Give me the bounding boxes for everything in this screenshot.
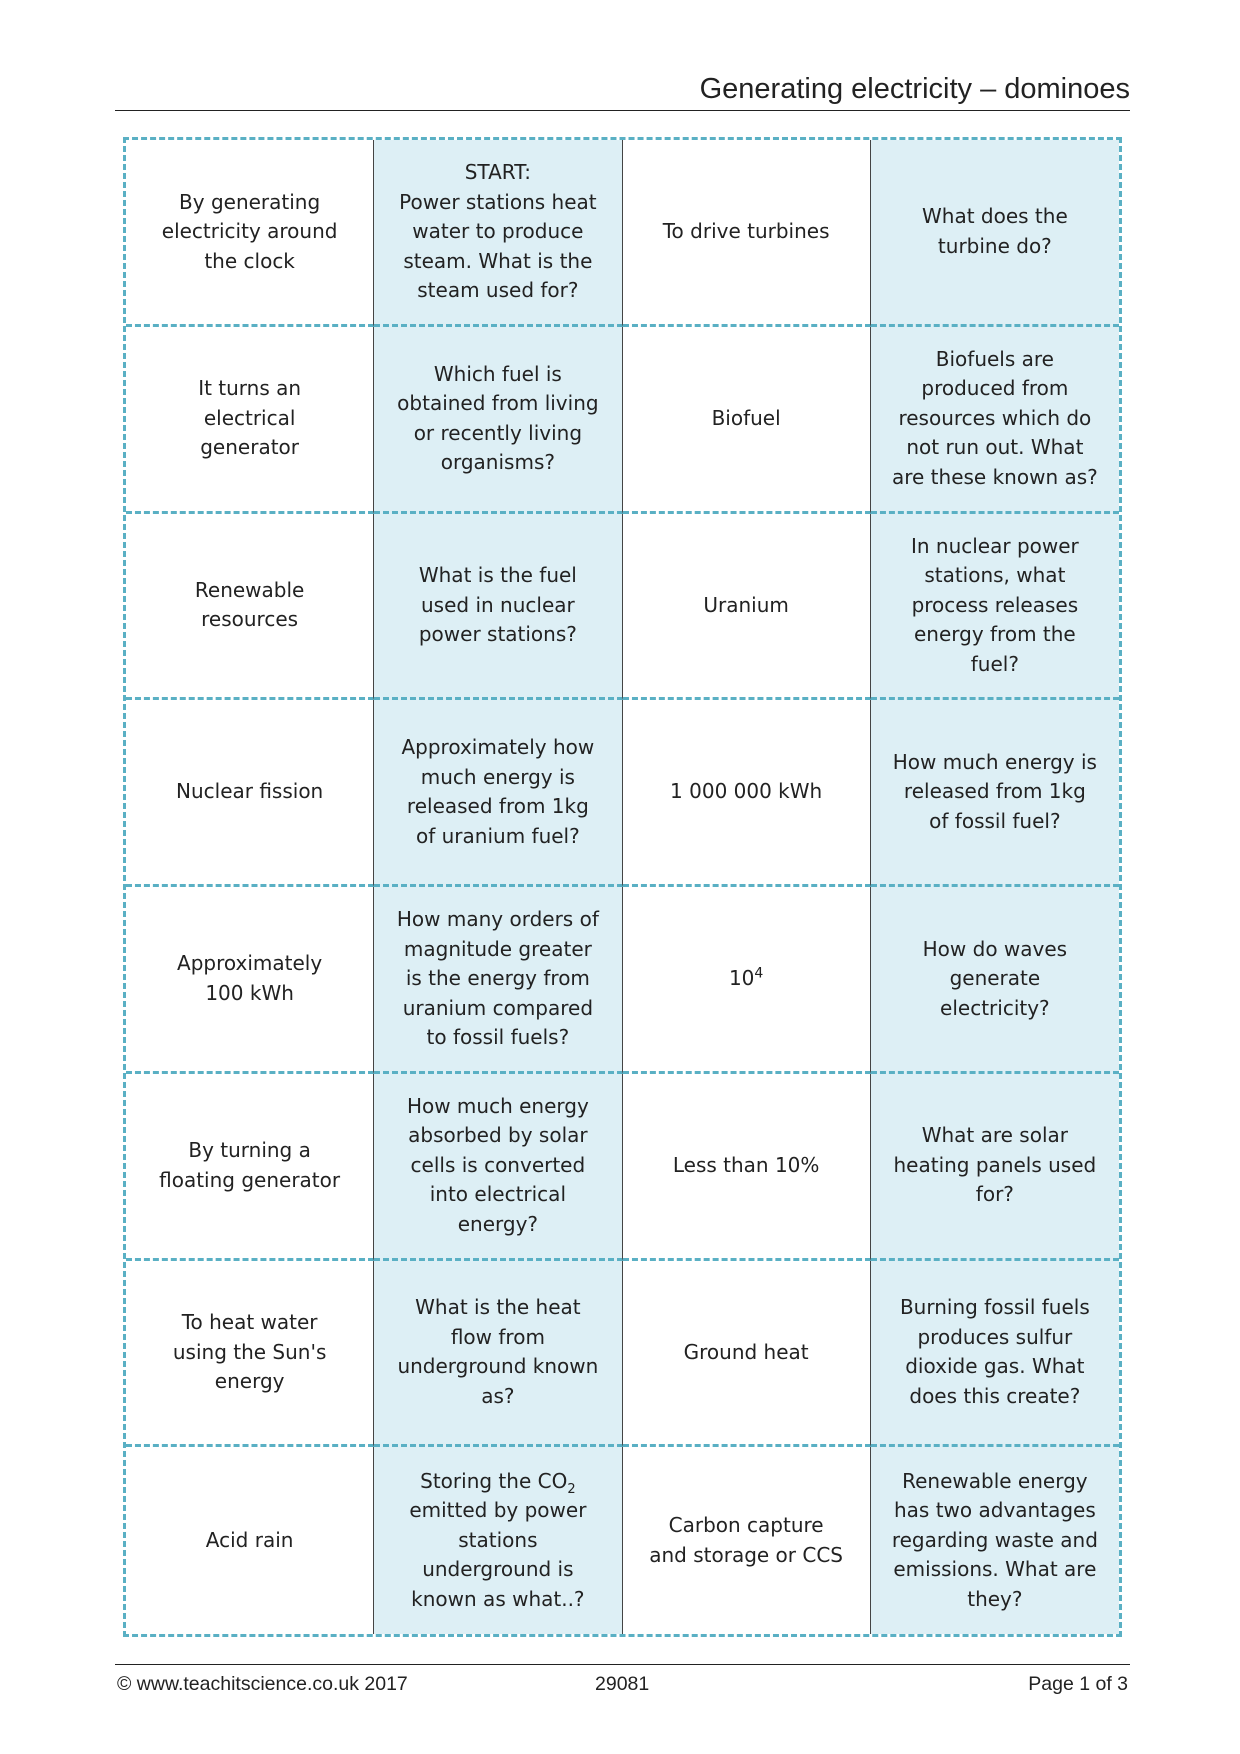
domino-question-cell [374,700,622,887]
domino-answer-cell [126,1447,374,1634]
cell-text: Approximately how much energy is released from 1kg of uranium fuel? [401,735,595,848]
domino-answer-cell-power [623,887,871,1074]
cell-text: Ground heat [683,1339,809,1364]
domino-question-cell [374,140,622,327]
cell-text: How many orders of magnitude greater is the energy from uranium compared to fossil fuels? [396,907,599,1050]
domino-answer-cell [126,514,374,701]
cell-text: By turning a floating generator [159,1138,341,1192]
domino-question-cell [374,514,622,701]
cell-text: Which fuel is obtained from living or recently living organisms? [397,361,599,475]
domino-question-cell [374,1261,622,1448]
page-footer [115,1664,1130,1695]
domino-question-cell [374,1074,622,1261]
cell-text: Renewable resources [194,577,305,632]
cell-text [729,964,763,994]
domino-answer-cell [126,700,374,887]
cell-text: How much energy is released from 1kg of fossil fuel? [892,749,1097,833]
cell-text: In nuclear power stations, what process releases energy from the fuel? [910,533,1079,676]
power-exponent: 4 [754,965,764,982]
cell-text: 1 000 000 kWh [670,779,823,804]
cell-text: To drive turbines [662,219,830,244]
domino-question-cell [871,514,1119,701]
cell-text: What does the turbine do? [922,204,1068,258]
domino-question-cell [374,887,622,1074]
co2-text-post: emitted by power stations underground is known as what..? [409,1498,587,1611]
domino-answer-cell [623,700,871,887]
domino-question-cell [871,1074,1119,1261]
cell-text: Renewable energy has two advantages regarding waste and emissions. What are they? [891,1468,1098,1611]
cell-text: To heat water using the Sun's energy [172,1310,327,1394]
domino-answer-cell [126,327,374,514]
domino-answer-cell [126,887,374,1074]
domino-question-cell [871,1261,1119,1448]
domino-question-cell-co2 [374,1447,622,1634]
cell-text: Less than 10% [672,1152,820,1177]
cell-text: Approximately 100 kWh [177,951,323,1005]
copyright-text: © www.teachitscience.co.uk 2017 [117,1673,408,1695]
power-base: 10 [728,966,755,991]
cell-text: Burning fossil fuels produces sulfur dioxide gas. What does this create? [899,1295,1090,1408]
domino-answer-cell [623,140,871,327]
cell-text: It turns an electrical generator [198,376,302,460]
cell-text: How much energy absorbed by solar cells is converted into electrical energy? [406,1093,589,1236]
page-number: Page 1 of 3 [1028,1673,1128,1695]
cell-text: Acid rain [205,1527,294,1552]
cell-text: What are solar heating panels used for? [893,1123,1097,1207]
domino-answer-cell [623,327,871,514]
cell-text: Biofuel [711,405,781,430]
cell-text: Uranium [703,592,789,617]
domino-question-cell [871,140,1119,327]
cell-text: By generating electricity around the clock [161,189,338,273]
domino-question-cell [871,887,1119,1074]
resource-code: 29081 [595,1673,650,1695]
cell-text [409,1467,586,1615]
cell-text: What is the fuel used in nuclear power stations? [418,563,577,647]
domino-question-cell [871,327,1119,514]
domino-question-cell [871,700,1119,887]
domino-question-cell [374,327,622,514]
cell-text: Carbon capture and storage or CCS [649,1513,843,1567]
cell-text: START: Power stations heat water to produce steam. What is the steam used for? [399,160,597,303]
co2-text-pre: Storing the CO [420,1468,568,1493]
cell-text: Nuclear fission [176,779,324,804]
cell-text: How do waves generate electricity? [922,936,1068,1020]
page-title: Generating electricity – dominoes [115,68,1130,111]
domino-answer-cell [126,1261,374,1448]
domino-answer-cell [623,1261,871,1448]
domino-answer-cell [126,140,374,327]
cell-text: What is the heat flow from underground known as? [397,1295,599,1408]
domino-question-cell [871,1447,1119,1634]
domino-answer-cell [623,1447,871,1634]
co2-subscript: 2 [567,1481,576,1497]
domino-answer-cell [623,1074,871,1261]
domino-answer-cell [126,1074,374,1261]
cell-text: Biofuels are produced from resources which do not run out. What are these known as? [891,346,1098,489]
domino-answer-cell [623,514,871,701]
domino-grid [123,137,1122,1637]
